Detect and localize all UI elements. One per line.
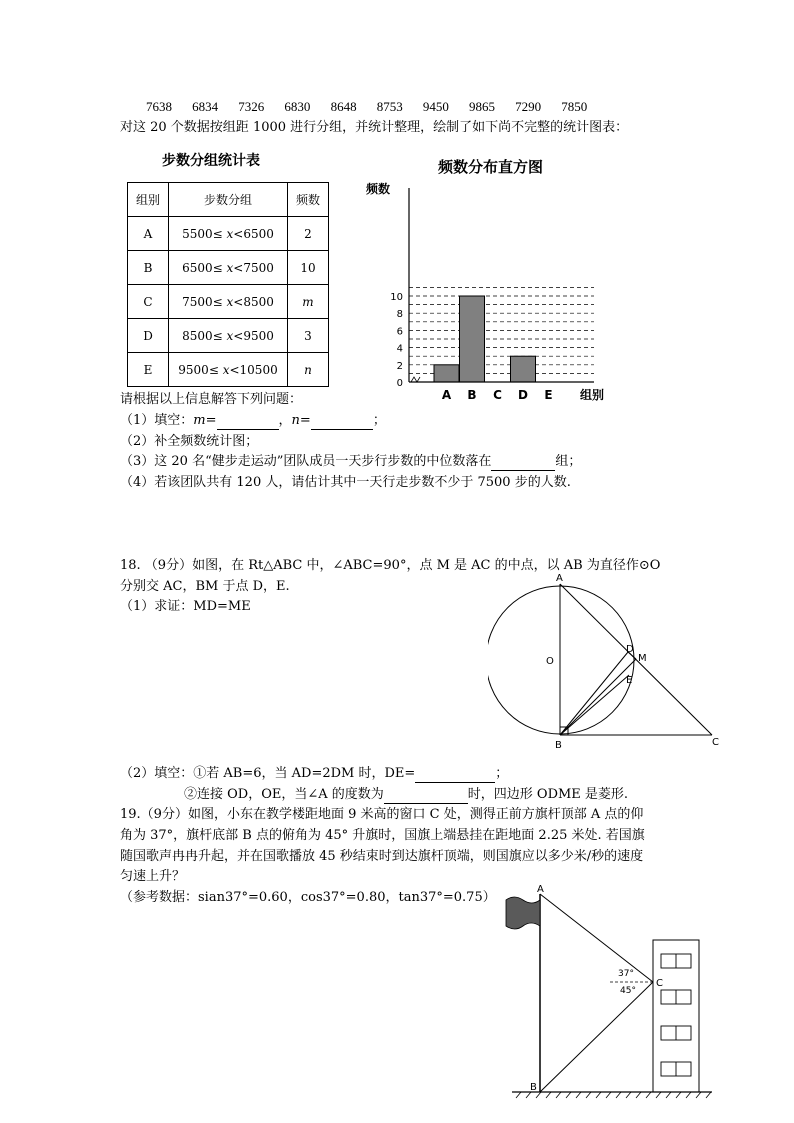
q19-line3: 随国歌声冉冉升起，并在国歌播放 45 秒结束时到达旗杆顶端，则国旗应以多少米/秒的速度 xyxy=(120,849,644,864)
table-row xyxy=(128,251,329,285)
q17-part3: （3）这 20 名“健步走运动”团队成员一天步行步数的中位数落在 组； xyxy=(120,454,582,469)
point-label-b: B xyxy=(555,740,562,751)
point-label-c: C xyxy=(712,737,719,748)
histogram-bar xyxy=(434,365,459,382)
y-tick-label: 0 xyxy=(396,378,403,389)
histogram-title: 频数分布直方图 xyxy=(438,158,544,176)
x-tick-label: C xyxy=(493,388,502,402)
data-row xyxy=(146,98,603,117)
x-tick-label: D xyxy=(518,388,528,402)
q18-line2: 分别交 AC，BM 于点 D，E. xyxy=(120,579,290,594)
q17-part4: （4）若该团队共有 120 人，请估计其中一天行走步数不少于 7500 步的人数. xyxy=(120,475,571,490)
range-cell: 5500≤ x<6500 xyxy=(169,217,288,251)
intro-line: 对这 20 个数据按组距 1000 进行分组，并统计整理，绘制了如下尚不完整的统计图表： xyxy=(120,120,629,135)
data-value: 7638 xyxy=(146,99,172,114)
histogram-bar xyxy=(511,356,536,382)
q19-line2: 角为 37°，旗杆底部 B 点的俯角为 45° 升旗时，国旗上端悬挂在距地面 2.25 米处. 若国旗 xyxy=(120,828,645,843)
group-cell: D xyxy=(128,319,169,353)
q18-line3: （1）求证：MD=ME xyxy=(120,599,251,614)
histogram-bar xyxy=(460,296,485,382)
answer-blank[interactable] xyxy=(491,470,555,471)
group-cell: E xyxy=(128,353,169,387)
y-tick-label: 4 xyxy=(396,343,403,355)
x-tick-label: E xyxy=(544,388,553,402)
q17-prompt: 请根据以上信息解答下列问题： xyxy=(120,392,303,407)
frequency-histogram xyxy=(362,150,612,410)
axis-break-mark xyxy=(411,377,420,382)
table-header: 步数分组 xyxy=(169,183,288,217)
q19-line1: 19.（9分）如图，小东在教学楼距地面 9 米高的窗口 C 处，测得正前方旗杆顶部 A 点的仰 xyxy=(120,807,644,822)
point-label-c: C xyxy=(656,978,663,989)
data-value: 8753 xyxy=(376,99,403,114)
point-label-b: B xyxy=(530,1082,537,1093)
q19-flagpole-figure xyxy=(498,880,718,1105)
x-tick-label: A xyxy=(441,388,452,402)
data-value: 7326 xyxy=(238,99,265,114)
table-header: 频数 xyxy=(288,183,329,217)
answer-blank[interactable] xyxy=(384,803,468,804)
group-cell: B xyxy=(128,251,169,285)
table-row xyxy=(128,353,329,387)
angle-37-label: 37° xyxy=(618,969,634,979)
point-label-m: M xyxy=(638,653,647,664)
x-axis-label: 组别 xyxy=(580,388,605,402)
count-cell: n xyxy=(288,353,329,387)
point-label-e: E xyxy=(626,675,633,686)
range-cell: 6500≤ x<7500 xyxy=(169,251,288,285)
q17-part1: （1）填空：m= ，n= ； xyxy=(120,413,386,428)
answer-blank[interactable] xyxy=(311,429,373,430)
q18-part2b: ②连接 OD，OE，当∠A 的度数为 时，四边形 ODME 是菱形. xyxy=(184,787,629,802)
data-value: 9450 xyxy=(422,99,449,114)
range-cell: 7500≤ x<8500 xyxy=(169,285,288,319)
point-label-a: A xyxy=(556,573,563,584)
table-header: 组别 xyxy=(128,183,169,217)
count-cell: 3 xyxy=(288,319,329,353)
data-value: 9865 xyxy=(468,99,495,114)
q18-line1: 18. （9分）如图，在 Rt△ABC 中，∠ABC=90°，点 M 是 AC 的中点，以 AB 为直径作⊙O xyxy=(120,558,661,573)
table-header-row xyxy=(128,183,329,217)
data-value: 6830 xyxy=(284,99,311,114)
table-row xyxy=(128,285,329,319)
group-cell: A xyxy=(128,217,169,251)
answer-blank[interactable] xyxy=(415,782,495,783)
y-tick-label: 2 xyxy=(396,360,403,372)
count-cell: m xyxy=(288,285,329,319)
x-tick-label: B xyxy=(467,388,477,402)
data-value: 8648 xyxy=(330,99,357,114)
count-cell: 2 xyxy=(288,217,329,251)
q18-circle-figure xyxy=(488,570,728,755)
table-title: 步数分组统计表 xyxy=(162,153,260,169)
range-cell: 9500≤ x<10500 xyxy=(169,353,288,387)
q19-line4: 匀速上升？ xyxy=(120,869,186,884)
count-cell: 10 xyxy=(288,251,329,285)
point-label-o: O xyxy=(546,656,554,667)
group-cell: C xyxy=(128,285,169,319)
q19-line5: （参考数据：sian37°=0.60，cos37°=0.80，tan37°=0.75） xyxy=(120,890,496,905)
angle-45-label: 45° xyxy=(620,986,636,996)
y-tick-label: 8 xyxy=(396,309,403,321)
y-tick-label: 10 xyxy=(390,292,403,303)
answer-blank[interactable] xyxy=(217,429,279,430)
y-axis-label: 频数 xyxy=(366,182,391,196)
data-value: 7850 xyxy=(561,99,588,114)
q17-part2: （2）补全频数统计图； xyxy=(120,434,259,449)
flag-icon xyxy=(506,897,540,929)
q18-part2a: （2）填空：①若 AB=6，当 AD=2DM 时，DE= ； xyxy=(120,766,509,781)
point-label-d: D xyxy=(626,644,634,655)
table-row xyxy=(128,319,329,353)
data-value: 7290 xyxy=(515,99,542,114)
point-label-a: A xyxy=(537,884,544,895)
table-row xyxy=(128,217,329,251)
y-tick-label: 6 xyxy=(396,326,403,338)
range-cell: 8500≤ x<9500 xyxy=(169,319,288,353)
data-value: 6834 xyxy=(192,99,219,114)
step-group-table xyxy=(127,182,329,387)
